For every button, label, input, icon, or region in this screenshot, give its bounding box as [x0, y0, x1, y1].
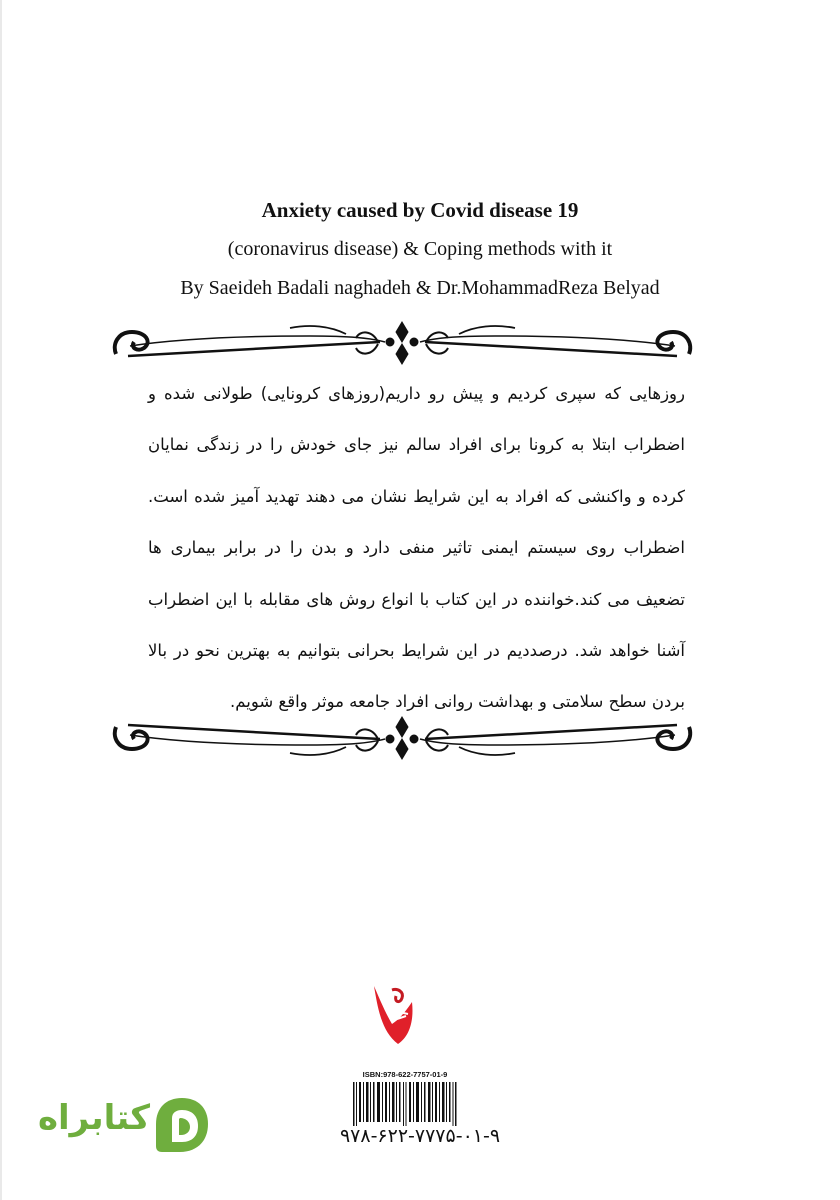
english-subtitle: (coronavirus disease) & Coping methods with it — [227, 238, 613, 260]
scroll-ornament-icon — [110, 320, 695, 366]
scroll-ornament-icon — [110, 715, 695, 761]
brand-watermark — [37, 1094, 220, 1158]
ketabrah-logo-icon — [152, 1094, 212, 1156]
page-edge — [0, 0, 2, 1200]
isbn-persian-number: ۹۷۸-۶۲۲-۷۷۷۵-۰۱-۹ — [339, 1125, 501, 1147]
barcode-icon — [353, 1082, 457, 1130]
title-block — [0, 190, 840, 308]
english-authors: By Saeideh Badali naghadeh & Dr.MohammadReza Belyad — [180, 277, 660, 299]
body-paragraph: روزهایی که سپری کردیم و پیش رو داریم(روزهای کرونایی) طولانی شده و اضطراب ابتلا به کرونا برای افراد سالم نیز جای خودش را در زندگی نمایان کرده و واکنشی که افراد به این شرایط نشان می دهند تهدید آمیز شده است. اضطراب روی سیستم ایمنی تاثیر منفی دارد و بدن را در برابر بیماری ها تضعیف می کند.خواننده در این کتاب با انواع روش های مقابله با این اضطراب آشنا خواهد شد. درصددیم در این شرایط بحرانی بتوانیم به بهترین نحو در بالا بردن سطح سلامتی و بهداشت روانی افراد جامعه موثر واقع شویم. — [148, 384, 685, 712]
publisher-logo-icon — [368, 980, 418, 1048]
brand-name: کتابراه — [37, 1098, 150, 1138]
barcode-block — [351, 1070, 459, 1132]
english-title: Anxiety caused by Covid disease 19 — [261, 198, 579, 222]
isbn-label: ISBN:978-622-7757-01-9 — [362, 1070, 448, 1079]
